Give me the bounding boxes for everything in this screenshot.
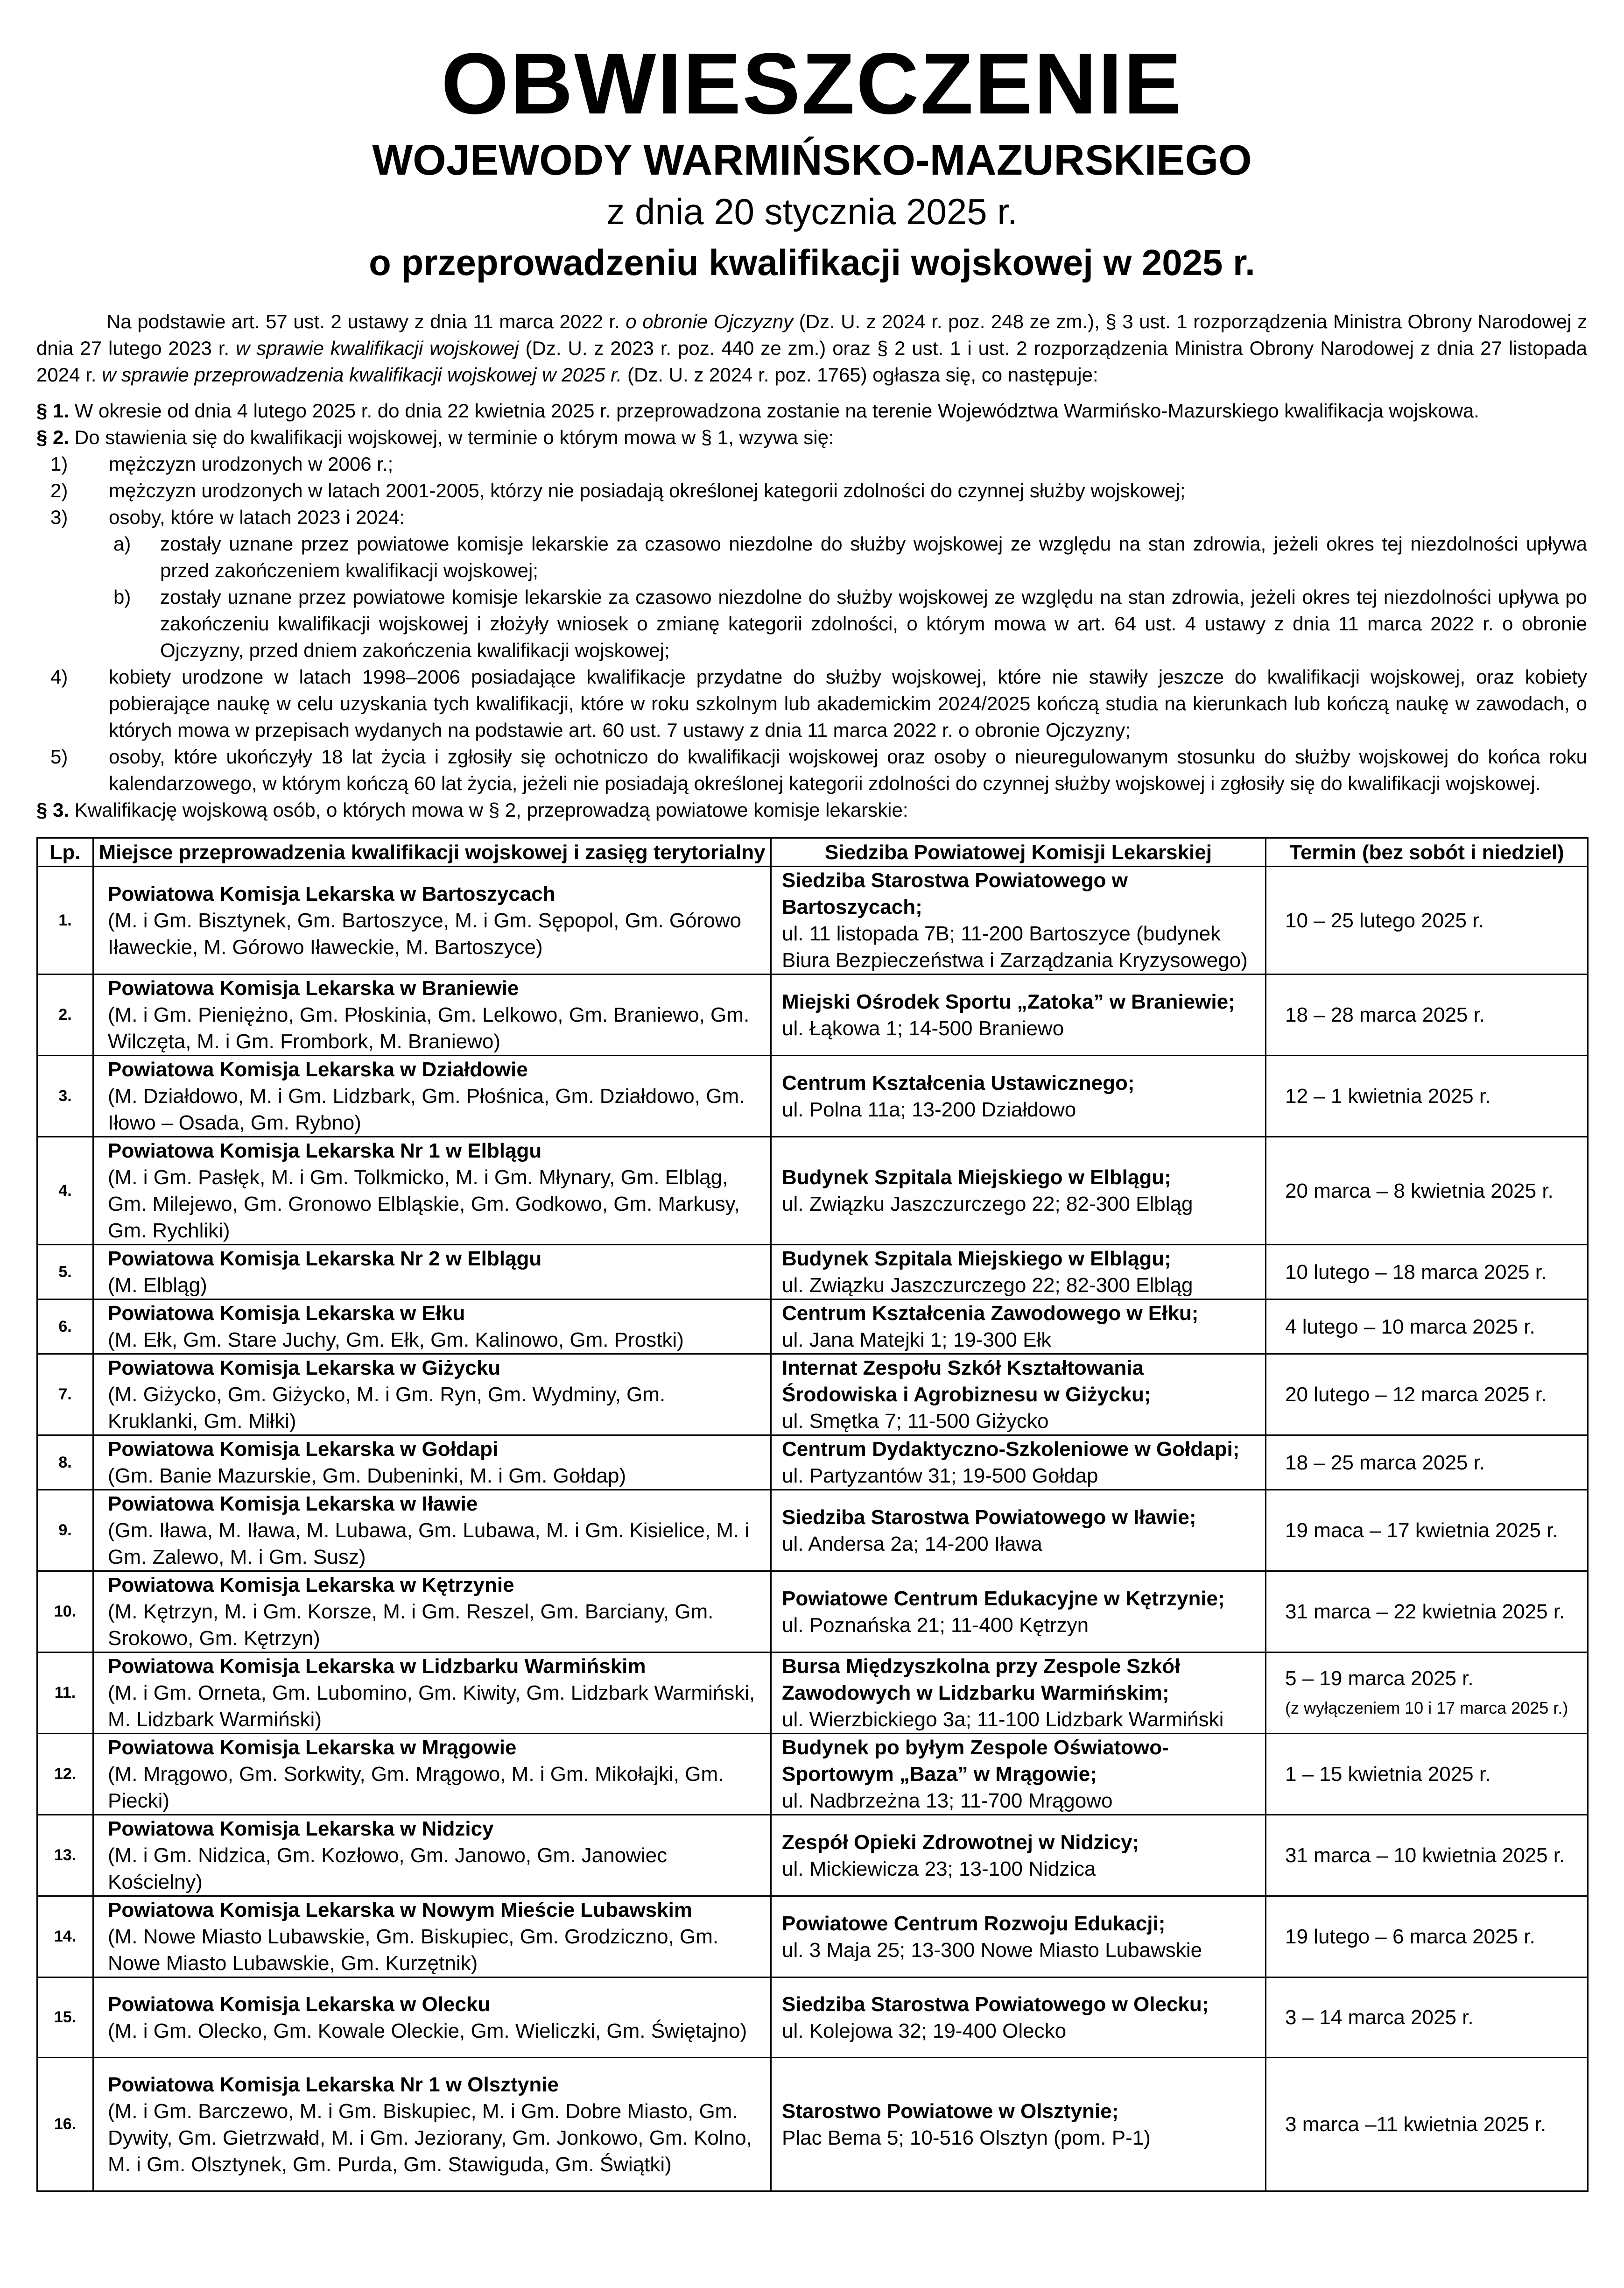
seat-address: ul. Jana Matejki 1; 19-300 Ełk (782, 1328, 1052, 1351)
seat-name: Internat Zespołu Szkół Kształtowania Środowiska i Agrobiznesu w Giżycku; (782, 1356, 1151, 1406)
term-cell (1266, 975, 1588, 1056)
term-dates: 31 marca – 22 kwietnia 2025 r. (1285, 1600, 1565, 1623)
commission-cell (93, 1435, 771, 1490)
row-number: 3. (37, 1056, 93, 1137)
term-dates: 18 – 28 marca 2025 r. (1285, 1003, 1485, 1026)
term-dates: 3 – 14 marca 2025 r. (1285, 2006, 1474, 2029)
table-row (37, 1137, 1588, 1245)
list-item: 5) osoby, które ukończyły 18 lat życia i zgłosiły się ochotniczo do kwalifikacji wojskowej oraz osoby o nieuregulowanym stosunku do służby wojskowej do końca roku kalendarzowego, w którym kończą 60 lat życia, jeżeli nie posiadają określonej kategorii zdolności do czynnej służby wojskowej i zgłosiły się do kwalifikacji wojskowej. (50, 746, 1587, 794)
commission-area: (M. i Gm. Barczewo, M. i Gm. Biskupiec, M. i Gm. Dobre Miasto, Gm. Dywity, Gm. Gietrzwałd, M. i Gm. Jeziorany, Gm. Jonkowo, Gm. Kolno, M. i Gm. Olsztynek, Gm. Purda, Gm. Stawiguda, Gm. Świątki) (108, 2099, 752, 2176)
seat-name: Centrum Kształcenia Zawodowego w Ełku; (782, 1302, 1199, 1325)
document-title: OBWIESZCZENIE (441, 35, 1183, 132)
term-dates: 1 – 15 kwietnia 2025 r. (1285, 1763, 1491, 1786)
seat-address: ul. Smętka 7; 11-500 Giżycko (782, 1410, 1049, 1433)
term-cell (1266, 1734, 1588, 1815)
commission-cell (93, 1815, 771, 1896)
row-number: 7. (37, 1354, 93, 1435)
term-dates: 18 – 25 marca 2025 r. (1285, 1451, 1485, 1474)
term-cell (1266, 1490, 1588, 1571)
seat-cell (771, 975, 1266, 1056)
row-number: 5. (37, 1245, 93, 1299)
commissions-table (36, 837, 1589, 2192)
row-number: 13. (37, 1815, 93, 1896)
seat-cell (771, 1435, 1266, 1490)
commission-name: Powiatowa Komisja Lekarska w Braniewie (108, 977, 519, 1000)
seat-cell (771, 1354, 1266, 1435)
term-cell (1266, 1299, 1588, 1354)
commission-name: Powiatowa Komisja Lekarska w Iławie (108, 1492, 478, 1515)
table-row (37, 1571, 1588, 1652)
term-cell (1266, 1245, 1588, 1299)
term-cell (1266, 1571, 1588, 1652)
term-dates: 12 – 1 kwietnia 2025 r. (1285, 1085, 1491, 1108)
commission-area: (M. i Gm. Pasłęk, M. i Gm. Tolkmicko, M. i Gm. Młynary, Gm. Elbląg, Gm. Milejewo, Gm. Gronowo Elbląskie, Gm. Godkowo, Gm. Markusy, Gm. Rychliki) (108, 1166, 740, 1242)
commission-cell (93, 1734, 771, 1815)
seat-name: Bursa Międzyszkolna przy Zespole Szkół Zawodowych w Lidzbarku Warmińskim; (782, 1655, 1181, 1704)
table-header-row (37, 838, 1588, 867)
table-row (37, 1056, 1588, 1137)
row-number: 9. (37, 1490, 93, 1571)
seat-cell (771, 1896, 1266, 1977)
seat-cell (771, 1137, 1266, 1245)
column-header-place: Miejsce przeprowadzenia kwalifikacji wojskowej i zasięg terytorialny (93, 838, 771, 867)
row-number: 10. (37, 1571, 93, 1652)
commission-area: (M. i Gm. Pieniężno, Gm. Płoskinia, Gm. Lelkowo, Gm. Braniewo, Gm. Wilczęta, M. i Gm. Frombork, M. Braniewo) (108, 1003, 750, 1053)
commission-cell (93, 1056, 771, 1137)
seat-cell (771, 1299, 1266, 1354)
seat-cell (771, 1245, 1266, 1299)
sub-list-item: b) zostały uznane przez powiatowe komisje lekarskie za czasowo niezdolne do służby wojskowej ze względu na stan zdrowia, jeżeli okres tej niezdolności upływa po zakończeniu kwalifikacji wojskowej i złożyły wniosek o zmianę kategorii zdolności, o którym mowa w art. 64 ust. 4 ustawy z dnia 11 marca 2022 r. o obronie Ojczyzny, przed dniem zakończenia kwalifikacji wojskowej; (113, 586, 1587, 661)
term-dates: 4 lutego – 10 marca 2025 r. (1285, 1315, 1535, 1338)
document-subject: o przeprowadzeniu kwalifikacji wojskowej w 2025 r. (369, 242, 1255, 283)
seat-address: ul. Związku Jaszczurczego 22; 82-300 Elbląg (782, 1274, 1193, 1297)
commission-cell (93, 1245, 771, 1299)
row-number: 2. (37, 975, 93, 1056)
commission-cell (93, 975, 771, 1056)
term-dates: 5 – 19 marca 2025 r. (1285, 1667, 1474, 1690)
term-cell (1266, 867, 1588, 975)
commission-area: (Gm. Banie Mazurskie, Gm. Dubeninki, M. i Gm. Gołdap) (108, 1464, 626, 1487)
term-cell (1266, 1435, 1588, 1490)
table-row (37, 1299, 1588, 1354)
seat-address: ul. Kolejowa 32; 19-400 Olecko (782, 2019, 1067, 2042)
commission-cell (93, 1977, 771, 2058)
term-cell (1266, 1815, 1588, 1896)
commission-name: Powiatowa Komisja Lekarska w Olecku (108, 1992, 491, 2016)
commission-area: (M. Działdowo, M. i Gm. Lidzbark, Gm. Płośnica, Gm. Działdowo, Gm. Iłowo – Osada, Gm. Rybno) (108, 1085, 745, 1134)
commission-name: Powiatowa Komisja Lekarska w Nidzicy (108, 1817, 494, 1840)
commission-area: (M. Mrągowo, Gm. Sorkwity, Gm. Mrągowo, M. i Gm. Mikołajki, Gm. Piecki) (108, 1763, 724, 1812)
row-number: 6. (37, 1299, 93, 1354)
list-item: 4) kobiety urodzone w latach 1998–2006 posiadające kwalifikacje przydatne do służby wojskowej, które nie stawiły jeszcze do kwalifikacji wojskowej, oraz kobiety pobierające naukę w celu uzyskania tych kwalifikacji, które w roku szkolnym lub akademickim 2024/2025 kończą studia na kierunkach lub kończą naukę w zawodach, o których mowa w przepisach wydanych na podstawie art. 60 ust. 7 ustawy z dnia 11 marca 2022 r. o obronie Ojczyzny; (50, 666, 1587, 741)
issuing-authority: WOJEWODY WARMIŃSKO-MAZURSKIEGO (372, 136, 1252, 184)
commission-cell (93, 1299, 771, 1354)
commission-area: (M. Ełk, Gm. Stare Juchy, Gm. Ełk, Gm. Kalinowo, Gm. Prostki) (108, 1328, 684, 1351)
term-cell (1266, 1652, 1588, 1734)
row-number: 8. (37, 1435, 93, 1490)
commission-area: (M. i Gm. Orneta, Gm. Lubomino, Gm. Kiwity, Gm. Lidzbark Warmiński, M. Lidzbark Warmiński) (108, 1681, 755, 1731)
table-row (37, 1354, 1588, 1435)
seat-name: Powiatowe Centrum Rozwoju Edukacji; (782, 1912, 1166, 1935)
seat-address: ul. Łąkowa 1; 14-500 Braniewo (782, 1017, 1064, 1040)
table-row (37, 1977, 1588, 2058)
seat-name: Centrum Dydaktyczno-Szkoleniowe w Gołdapi; (782, 1438, 1240, 1461)
preamble: Na podstawie art. 57 ust. 2 ustawy z dnia 11 marca 2022 r. o obronie Ojczyzny (Dz. U. z 2024 r. poz. 248 ze zm.), § 3 ust. 1 rozporządzenia Ministra Obrony Narodowej z dnia 27 lutego 2023 r. w sprawie kwalifikacji wojskowej (Dz. U. z 2023 r. poz. 440 ze zm.) oraz § 2 ust. 1 i ust. 2 rozporządzenia Ministra Obrony Narodowej z dnia 27 listopada 2024 r. w sprawie przeprowadzenia kwalifikacji wojskowej w 2025 r. (Dz. U. z 2024 r. poz. 1765) ogłasza się, co następuje: (36, 311, 1587, 386)
seat-name: Siedziba Starostwa Powiatowego w Bartoszycach; (782, 869, 1128, 918)
seat-address: ul. Związku Jaszczurczego 22; 82-300 Elbląg (782, 1193, 1193, 1215)
row-number: 14. (37, 1896, 93, 1977)
term-note: (z wyłączeniem 10 i 17 marca 2025 r.) (1285, 1698, 1568, 1717)
commission-cell (93, 2058, 771, 2191)
list-item: 2) mężczyzn urodzonych w latach 2001-2005, którzy nie posiadają określonej kategorii zdolności do czynnej służby wojskowej; (50, 480, 1186, 501)
term-cell (1266, 1354, 1588, 1435)
commission-cell (93, 1137, 771, 1245)
seat-name: Starostwo Powiatowe w Olsztynie; (782, 2099, 1119, 2123)
table-row (37, 1815, 1588, 1896)
commission-area: (M. i Gm. Bisztynek, Gm. Bartoszyce, M. i Gm. Sępopol, Gm. Górowo Iławeckie, M. Górowo Iławeckie, M. Bartoszyce) (108, 909, 741, 959)
commission-name: Powiatowa Komisja Lekarska Nr 2 w Elblągu (108, 1247, 542, 1270)
commission-area: (Gm. Iława, M. Iława, M. Lubawa, Gm. Lubawa, M. i Gm. Kisielice, M. i Gm. Zalewo, M. i Gm. Susz) (108, 1519, 750, 1568)
section-3: § 3. Kwalifikację wojskową osób, o których mowa w § 2, przeprowadzą powiatowe komisje lekarskie: (36, 799, 908, 821)
seat-address: ul. Poznańska 21; 11-400 Kętrzyn (782, 1613, 1089, 1637)
table-row (37, 1490, 1588, 1571)
commission-name: Powiatowa Komisja Lekarska w Działdowie (108, 1058, 528, 1081)
term-cell (1266, 2058, 1588, 2191)
commission-cell (93, 1896, 771, 1977)
commission-name: Powiatowa Komisja Lekarska w Nowym Mieście Lubawskim (108, 1899, 693, 1921)
row-number: 16. (37, 2058, 93, 2191)
seat-cell (771, 1571, 1266, 1652)
commission-area: (M. Kętrzyn, M. i Gm. Korsze, M. i Gm. Reszel, Gm. Barciany, Gm. Srokowo, Gm. Kętrzyn) (108, 1600, 714, 1650)
seat-name: Powiatowe Centrum Edukacyjne w Kętrzynie; (782, 1587, 1225, 1610)
seat-cell (771, 1815, 1266, 1896)
seat-cell (771, 1977, 1266, 2058)
commission-name: Powiatowa Komisja Lekarska w Bartoszycach (108, 882, 555, 905)
seat-address: ul. Mickiewicza 23; 13-100 Nidzica (782, 1857, 1096, 1880)
term-dates: 10 – 25 lutego 2025 r. (1285, 909, 1484, 932)
seat-address: ul. Wierzbickiego 3a; 11-100 Lidzbark Warmiński (782, 1708, 1224, 1731)
seat-address: ul. 11 listopada 7B; 11-200 Bartoszyce (budynek Biura Bezpieczeństwa i Zarządzania Kryzysowego) (782, 922, 1248, 972)
column-header-lp: Lp. (37, 838, 93, 867)
list-item: 3) osoby, które w latach 2023 i 2024: (50, 506, 405, 528)
term-dates: 31 marca – 10 kwietnia 2025 r. (1285, 1844, 1565, 1867)
seat-name: Centrum Kształcenia Ustawicznego; (782, 1071, 1135, 1095)
seat-name: Siedziba Starostwa Powiatowego w Iławie; (782, 1505, 1196, 1529)
term-dates: 20 lutego – 12 marca 2025 r. (1285, 1383, 1547, 1406)
term-cell (1266, 1896, 1588, 1977)
term-cell (1266, 1056, 1588, 1137)
table-row (37, 867, 1588, 975)
seat-name: Zespół Opieki Zdrowotnej w Nidzicy; (782, 1830, 1139, 1854)
term-dates: 19 lutego – 6 marca 2025 r. (1285, 1925, 1535, 1948)
table-row (37, 975, 1588, 1056)
term-dates: 20 marca – 8 kwietnia 2025 r. (1285, 1179, 1554, 1202)
seat-name: Budynek Szpitala Miejskiego w Elblągu; (782, 1166, 1171, 1189)
commission-cell (93, 1354, 771, 1435)
seat-address: ul. Andersa 2a; 14-200 Iława (782, 1532, 1042, 1555)
seat-name: Miejski Ośrodek Sportu „Zatoka” w Braniewie; (782, 990, 1235, 1013)
term-dates: 3 marca –11 kwietnia 2025 r. (1285, 2113, 1547, 2136)
seat-cell (771, 2058, 1266, 2191)
seat-address: ul. Partyzantów 31; 19-500 Gołdap (782, 1464, 1098, 1487)
table-row (37, 2058, 1588, 2191)
table-row (37, 1652, 1588, 1734)
term-dates: 10 lutego – 18 marca 2025 r. (1285, 1260, 1547, 1284)
seat-cell (771, 1734, 1266, 1815)
document-body (36, 308, 1587, 823)
sub-list-item: a) zostały uznane przez powiatowe komisje lekarskie za czasowo niezdolne do służby wojskowej ze względu na stan zdrowia, jeżeli okres tej niezdolności upływa przed zakończeniem kwalifikacji wojskowej; (113, 533, 1587, 581)
seat-name: Siedziba Starostwa Powiatowego w Olecku; (782, 1992, 1209, 2016)
column-header-term: Termin (bez sobót i niedziel) (1266, 838, 1588, 867)
list-item: 1) mężczyzn urodzonych w 2006 r.; (50, 453, 394, 475)
commission-name: Powiatowa Komisja Lekarska Nr 1 w Elblągu (108, 1139, 542, 1162)
row-number: 12. (37, 1734, 93, 1815)
commission-name: Powiatowa Komisja Lekarska w Mrągowie (108, 1736, 517, 1759)
commission-cell (93, 1490, 771, 1571)
commission-name: Powiatowa Komisja Lekarska w Lidzbarku Warmińskim (108, 1655, 646, 1678)
seat-cell (771, 867, 1266, 975)
row-number: 15. (37, 1977, 93, 2058)
seat-cell (771, 1490, 1266, 1571)
seat-address: Plac Bema 5; 10-516 Olsztyn (pom. P-1) (782, 2126, 1151, 2149)
seat-cell (771, 1652, 1266, 1734)
seat-cell (771, 1056, 1266, 1137)
commission-name: Powiatowa Komisja Lekarska w Ełku (108, 1302, 465, 1325)
commission-area: (M. i Gm. Olecko, Gm. Kowale Oleckie, Gm. Wieliczki, Gm. Świętajno) (108, 2019, 747, 2042)
commission-area: (M. Giżycko, Gm. Giżycko, M. i Gm. Ryn, Gm. Wydminy, Gm. Kruklanki, Gm. Miłki) (108, 1383, 666, 1433)
commission-area: (M. Nowe Miasto Lubawskie, Gm. Biskupiec, Gm. Grodziczno, Gm. Nowe Miasto Lubawskie, Gm. Kurzętnik) (108, 1925, 719, 1975)
commission-name: Powiatowa Komisja Lekarska Nr 1 w Olsztynie (108, 2073, 559, 2096)
term-dates: 19 maca – 17 kwietnia 2025 r. (1285, 1519, 1558, 1542)
commission-name: Powiatowa Komisja Lekarska w Gołdapi (108, 1438, 499, 1461)
term-cell (1266, 1977, 1588, 2058)
table-row (37, 1435, 1588, 1490)
commission-cell (93, 1652, 771, 1734)
section-2: § 2. Do stawienia się do kwalifikacji wojskowej, w terminie o którym mowa w § 1, wzywa się: (36, 426, 834, 448)
commission-area: (M. Elbląg) (108, 1274, 207, 1297)
row-number: 4. (37, 1137, 93, 1245)
row-number: 1. (37, 867, 93, 975)
seat-name: Budynek Szpitala Miejskiego w Elblągu; (782, 1247, 1171, 1270)
term-cell (1266, 1137, 1588, 1245)
commission-cell (93, 1571, 771, 1652)
seat-address: ul. 3 Maja 25; 13-300 Nowe Miasto Lubawskie (782, 1938, 1202, 1962)
row-number: 11. (37, 1652, 93, 1734)
section-1: § 1. W okresie od dnia 4 lutego 2025 r. do dnia 22 kwietnia 2025 r. przeprowadzona zostanie na terenie Województwa Warmińsko-Mazurskiego kwalifikacja wojskowa. (36, 400, 1479, 422)
commission-name: Powiatowa Komisja Lekarska w Kętrzynie (108, 1574, 514, 1596)
column-header-seat: Siedziba Powiatowej Komisji Lekarskiej (771, 838, 1266, 867)
commission-area: (M. i Gm. Nidzica, Gm. Kozłowo, Gm. Janowo, Gm. Janowiec Kościelny) (108, 1844, 668, 1893)
seat-name: Budynek po byłym Zespole Oświatowo-Sportowym „Baza” w Mrągowie; (782, 1736, 1169, 1786)
commission-name: Powiatowa Komisja Lekarska w Giżycku (108, 1356, 501, 1379)
table-row (37, 1896, 1588, 1977)
seat-address: ul. Nadbrzeżna 13; 11-700 Mrągowo (782, 1789, 1113, 1812)
table-body (37, 867, 1588, 2191)
commission-cell (93, 867, 771, 975)
table-row (37, 1245, 1588, 1299)
document-date: z dnia 20 stycznia 2025 r. (606, 191, 1018, 232)
seat-address: ul. Polna 11a; 13-200 Działdowo (782, 1098, 1076, 1121)
table-row (37, 1734, 1588, 1815)
